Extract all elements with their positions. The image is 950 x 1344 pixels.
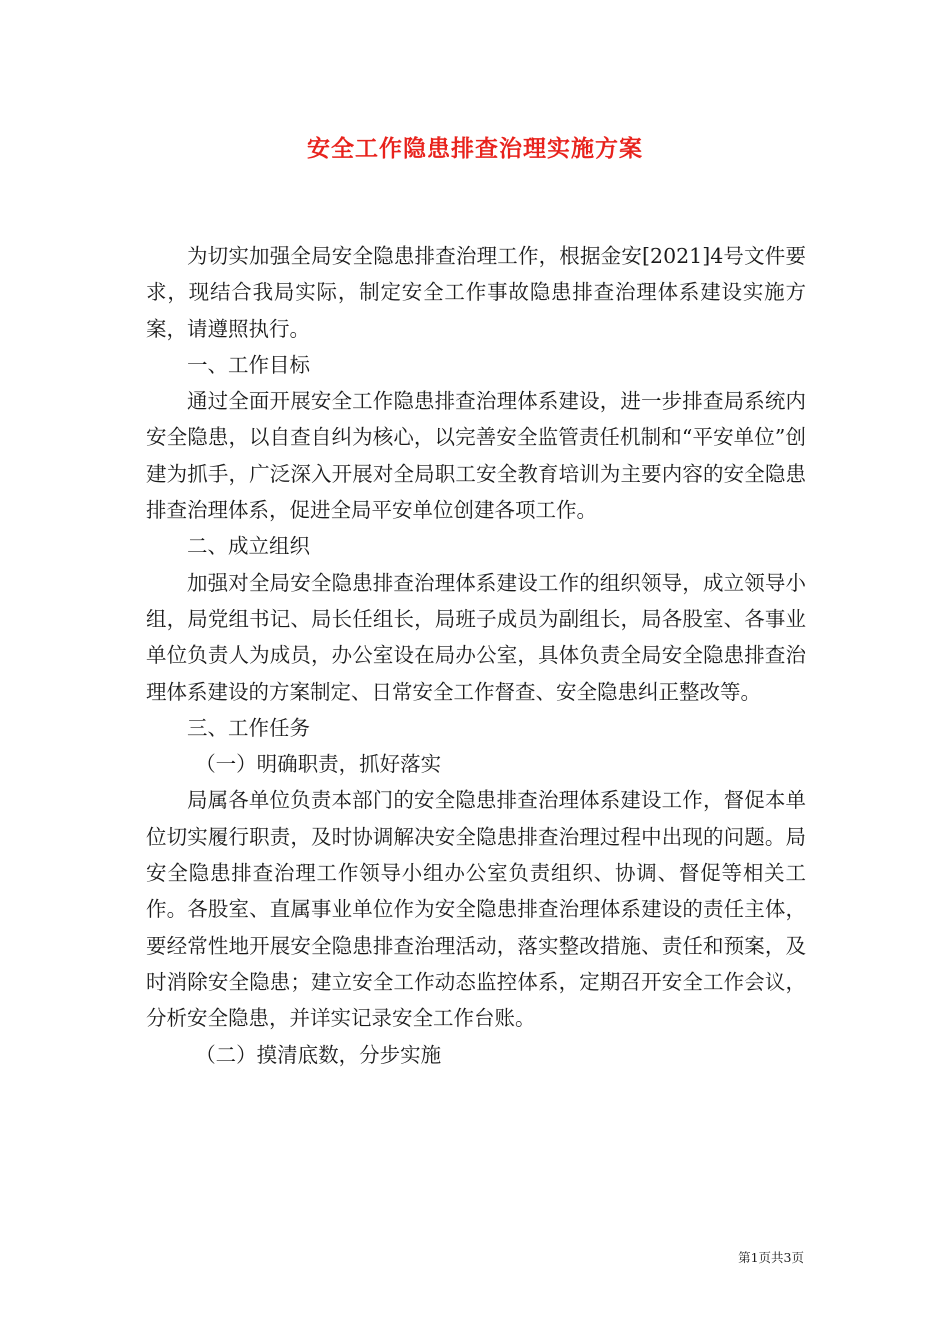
page-number: 第1页共3页 — [738, 1250, 804, 1265]
intro-paragraph: 为切实加强全局安全隐患排查治理工作，根据金安[2021]4号文件要求，现结合我局实际，制定安全工作事故隐患排查治理体系建设实施方案，请遵照执行。 — [146, 244, 806, 341]
subsection-heading-duties: （一）明确职责，抓好落实 — [195, 752, 442, 777]
subsection-heading-survey: （二）摸清底数，分步实施 — [195, 1042, 442, 1067]
section-heading-tasks: 三、工作任务 — [187, 715, 310, 740]
document-body — [146, 238, 806, 1073]
section-heading-goals: 一、工作目标 — [187, 352, 310, 377]
organization-paragraph: 加强对全局安全隐患排查治理体系建设工作的组织领导，成立领导小组，局党组书记、局长任组长，局班子成员为副组长，局各股室、各事业单位负责人为成员，办公室设在局办公室，具体负责全局安全隐患排查治理体系建设的方案制定、日常安全工作督查、安全隐患纠正整改等。 — [146, 570, 806, 704]
document-title: 安全工作隐患排查治理实施方案 — [307, 135, 643, 162]
section-heading-organization: 二、成立组织 — [187, 534, 310, 559]
goals-paragraph: 通过全面开展安全工作隐患排查治理体系建设，进一步排查局系统内安全隐患，以自查自纠为核心，以完善安全监管责任机制和“平安单位”创建为抓手，广泛深入开展对全局职工安全教育培训为主要内容的安全隐患排查治理体系，促进全局平安单位创建各项工作。 — [146, 389, 806, 523]
duties-paragraph: 局属各单位负责本部门的安全隐患排查治理体系建设工作，督促本单位切实履行职责，及时协调解决安全隐患排查治理过程中出现的问题。局安全隐患排查治理工作领导小组办公室负责组织、协调、督促等相关工作。各股室、直属事业单位作为安全隐患排查治理体系建设的责任主体，要经常性地开展安全隐患排查治理活动，落实整改措施、责任和预案，及时消除安全隐患；建立安全工作动态监控体系，定期召开安全工作会议，分析安全隐患，并详实记录安全工作台账。 — [146, 788, 806, 1031]
